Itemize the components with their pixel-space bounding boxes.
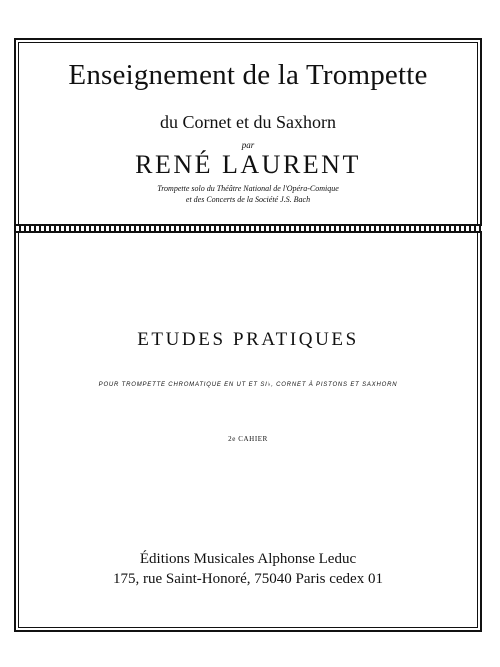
author-credit-line-2: et des Concerts de la Société J.S. Bach bbox=[185, 195, 311, 204]
instrumentation-line: POUR TROMPETTE CHROMATIQUE EN UT ET SI♭, CORNET À PISTONS ET SAXHORN bbox=[98, 382, 398, 388]
by-label: par bbox=[241, 140, 255, 150]
method-title: Enseignement de la Trompette bbox=[68, 59, 428, 91]
publisher-address: 175, rue Saint-Honoré, 75040 Paris cedex 01 bbox=[113, 571, 383, 587]
author-name: RENÉ LAURENT bbox=[135, 150, 361, 179]
author-credit-line-1: Trompette solo du Théâtre National de l'Opéra-Comique bbox=[157, 184, 339, 193]
method-subtitle: du Cornet et du Saxhorn bbox=[160, 112, 336, 132]
work-title: ETUDES PRATIQUES bbox=[137, 329, 359, 350]
publisher-name: Éditions Musicales Alphonse Leduc bbox=[139, 551, 357, 567]
decorative-separator bbox=[14, 224, 482, 233]
volume-label: 2e CAHIER bbox=[228, 435, 268, 443]
